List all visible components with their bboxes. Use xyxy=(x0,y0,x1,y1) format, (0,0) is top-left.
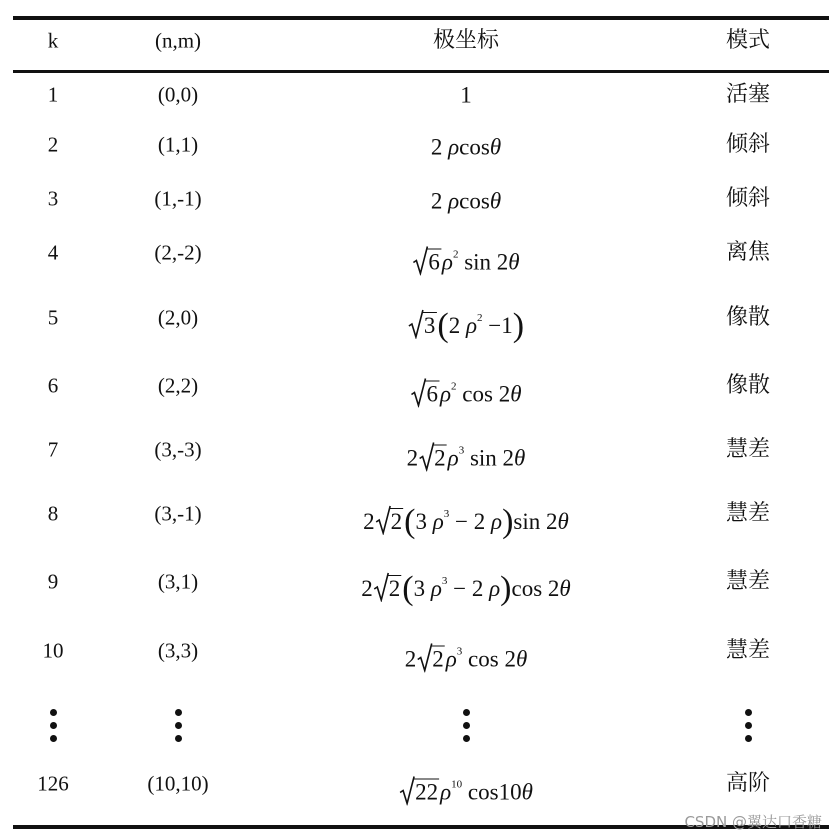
row5-mode: 像散 xyxy=(725,305,771,330)
ellipsis-mode xyxy=(744,709,752,748)
row2-k: 2 xyxy=(47,132,59,157)
row3-k: 3 xyxy=(47,186,59,211)
sqrt-symbol: 2 xyxy=(373,575,402,600)
header-polar: 极坐标 xyxy=(432,28,500,53)
sqrt-symbol: 2 xyxy=(416,646,445,671)
row10-k: 10 xyxy=(42,638,64,663)
row126-nm: (10,10) xyxy=(147,771,209,796)
row8-nm: (3,-1) xyxy=(154,501,202,526)
row5-nm: (2,0) xyxy=(157,305,199,330)
table-header-rule xyxy=(13,70,829,73)
table-top-rule xyxy=(13,16,829,20)
row6-formula: $6\rho^2$ cos 2θ xyxy=(410,381,521,406)
ellipsis-formula xyxy=(462,709,470,748)
row126-formula: $22\rho^{10}$ cos10θ xyxy=(399,779,533,804)
sqrt-symbol: 2 xyxy=(375,508,404,533)
row10-mode: 慧差 xyxy=(725,638,771,663)
row9-nm: (3,1) xyxy=(157,569,199,594)
ellipsis-nm xyxy=(174,709,182,748)
row4-formula: $6\rho^2$ sin 2θ xyxy=(412,249,519,274)
row5-k: 5 xyxy=(47,305,59,330)
row2-formula: 2 ρcosθ xyxy=(430,134,502,160)
row9-mode: 慧差 xyxy=(725,569,771,594)
row7-k: 7 xyxy=(47,437,59,462)
row6-k: 6 xyxy=(47,373,59,398)
row8-formula: 2 2(3 $\rho^3 - 2$ ρ)sin 2θ xyxy=(363,503,569,540)
row2-nm: (1,1) xyxy=(157,132,199,157)
row1-k: 1 xyxy=(47,82,59,107)
row1-nm: (0,0) xyxy=(157,82,199,107)
row3-formula: 2 ρcosθ xyxy=(430,188,502,214)
row6-mode: 像散 xyxy=(725,373,771,398)
row4-nm: (2,-2) xyxy=(154,240,202,265)
row3-nm: (1,-1) xyxy=(154,186,202,211)
row1-formula: 1 xyxy=(460,82,472,108)
ellipsis-k xyxy=(49,709,57,748)
sqrt-symbol: 6 xyxy=(412,249,441,274)
row7-formula: 2 $2\rho^3$ sin 2θ xyxy=(406,444,526,471)
row9-formula: 2 2(3 $\rho^3 - 2$ ρ)cos 2θ xyxy=(361,570,571,607)
row7-nm: (3,-3) xyxy=(154,437,202,462)
header-mode: 模式 xyxy=(725,28,771,53)
header-k: k xyxy=(47,28,59,53)
row8-mode: 慧差 xyxy=(725,501,771,526)
header-nm: (n,m) xyxy=(154,28,202,53)
row126-mode: 高阶 xyxy=(725,771,771,796)
sqrt-symbol: 2 xyxy=(418,445,447,470)
row5-formula: 3(2 $\rho^2 -1$) xyxy=(408,309,524,343)
row7-mode: 慧差 xyxy=(725,437,771,462)
row10-nm: (3,3) xyxy=(157,638,199,663)
row4-k: 4 xyxy=(47,240,59,265)
row126-k: 126 xyxy=(37,771,69,796)
sqrt-symbol: 6 xyxy=(410,381,439,406)
row10-formula: 2 $2\rho^3$ cos 2θ xyxy=(404,645,528,672)
row1-mode: 活塞 xyxy=(725,82,771,107)
sqrt-symbol: 3 xyxy=(408,312,437,337)
row6-nm: (2,2) xyxy=(157,373,199,398)
row3-mode: 倾斜 xyxy=(725,186,771,211)
row2-mode: 倾斜 xyxy=(725,132,771,157)
row4-mode: 离焦 xyxy=(725,240,771,265)
row8-k: 8 xyxy=(47,501,59,526)
watermark: CSDN @翼达口香糖 xyxy=(684,813,822,831)
row9-k: 9 xyxy=(47,569,59,594)
sqrt-symbol: 22 xyxy=(399,779,439,804)
